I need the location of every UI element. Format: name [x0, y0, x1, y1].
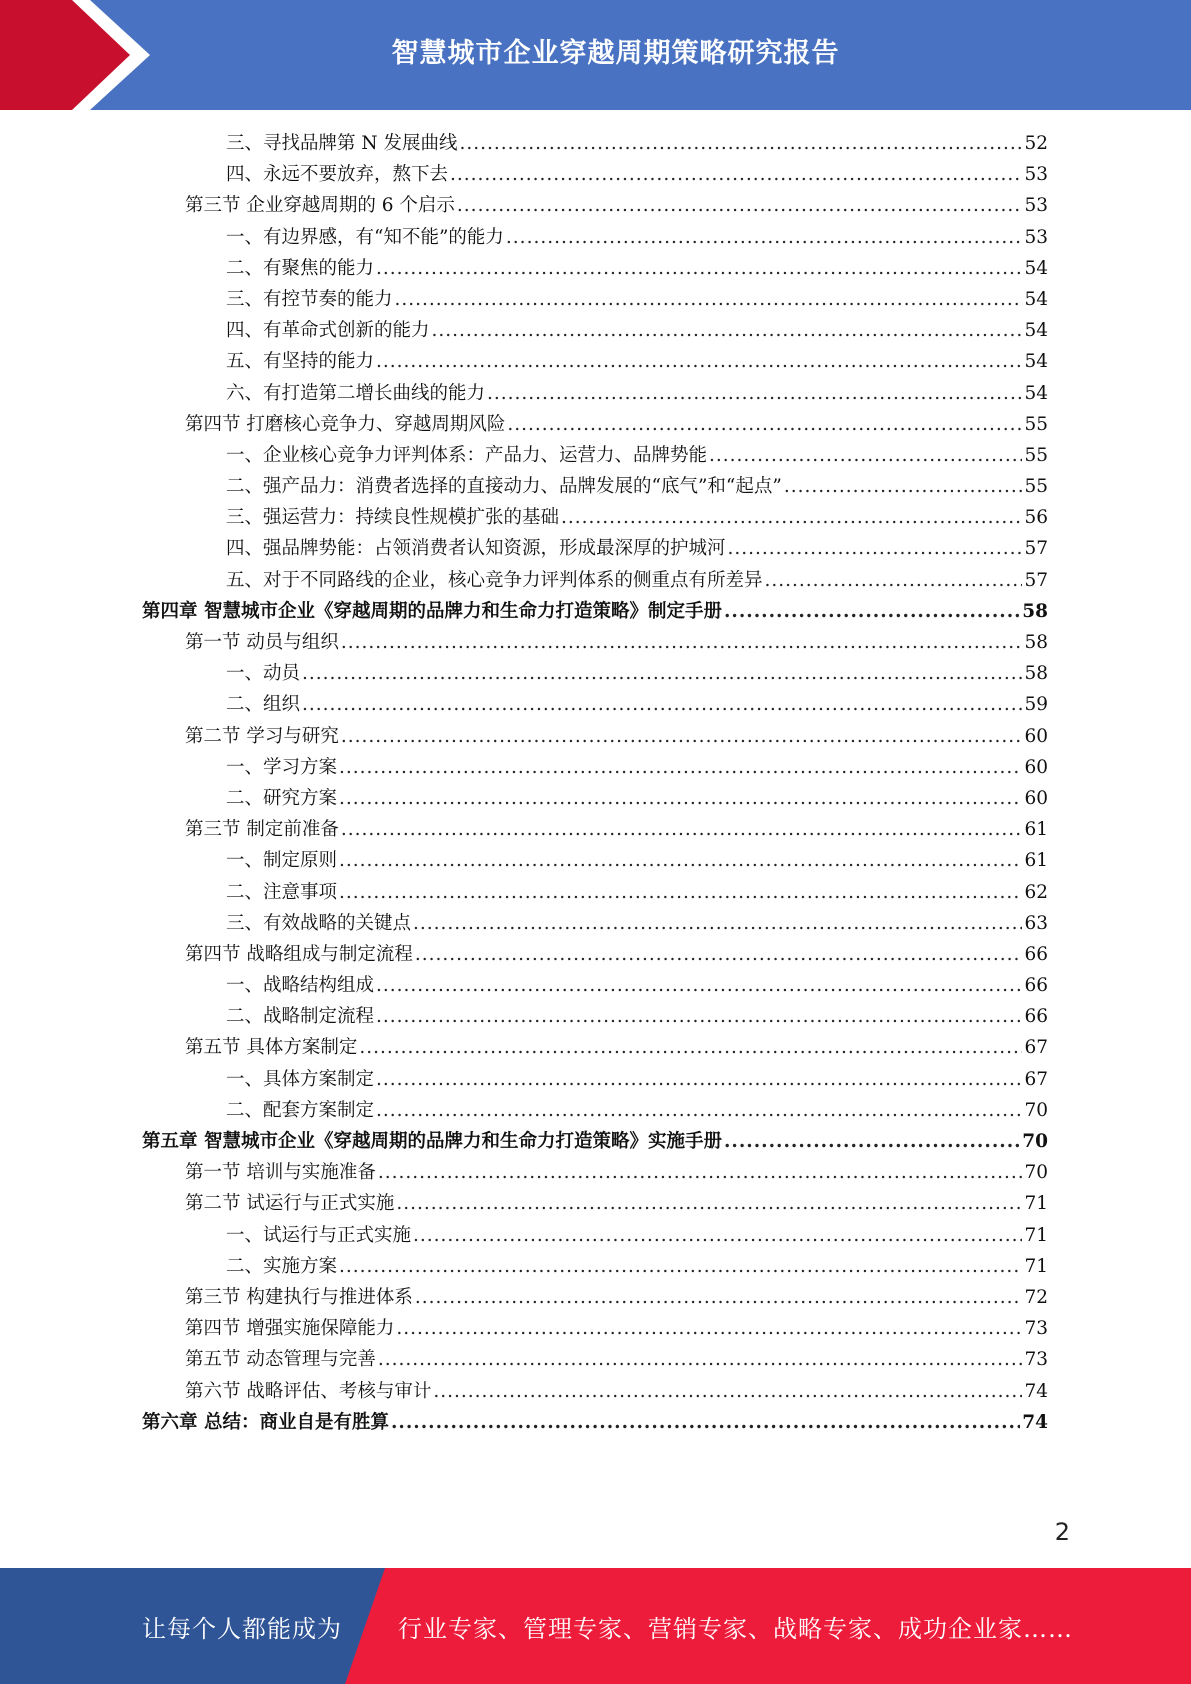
toc-subsection-entry[interactable] [142, 1221, 1048, 1252]
toc-page-number: 60 [1024, 725, 1048, 747]
toc-dot-leader [376, 1100, 1022, 1121]
toc-page-number: 61 [1024, 819, 1048, 841]
toc-subsection-entry[interactable] [142, 129, 1048, 160]
toc-page-number: 54 [1024, 382, 1048, 404]
toc-subsection-entry[interactable] [142, 1065, 1048, 1096]
toc-page-number: 58 [1022, 600, 1048, 622]
toc-entry-title: 二、研究方案 [226, 787, 338, 809]
toc-section-entry[interactable] [142, 722, 1048, 753]
toc-subsection-entry[interactable] [142, 909, 1048, 940]
toc-dot-leader [728, 538, 1023, 559]
toc-entry-title: 第六章 总结：商业自是有胜算 [142, 1411, 389, 1433]
footer-slogan-left: 让每个人都能成为 [142, 1614, 342, 1643]
toc-dot-leader [339, 757, 1022, 778]
toc-page-number: 66 [1024, 943, 1048, 965]
toc-page-number: 52 [1024, 133, 1048, 154]
toc-dot-leader [457, 195, 1023, 216]
toc-entry-title: 第五节 动态管理与完善 [185, 1349, 376, 1371]
toc-chapter-entry[interactable] [142, 597, 1048, 628]
toc-chapter-entry[interactable] [142, 1127, 1048, 1158]
toc-page-number: 66 [1024, 975, 1048, 997]
toc-subsection-entry[interactable] [142, 846, 1048, 877]
toc-page-number: 55 [1024, 413, 1048, 435]
toc-page-number: 71 [1024, 1193, 1048, 1215]
toc-dot-leader [378, 1349, 1023, 1370]
toc-page-number: 53 [1024, 164, 1048, 186]
toc-entry-title: 三、寻找品牌第 N 发展曲线 [226, 133, 458, 154]
toc-dot-leader [339, 1256, 1022, 1277]
page-footer [0, 1568, 1191, 1684]
toc-page-number: 73 [1024, 1318, 1048, 1340]
toc-page-number: 55 [1024, 476, 1048, 498]
toc-subsection-entry[interactable] [142, 690, 1048, 721]
toc-section-entry[interactable] [142, 940, 1048, 971]
toc-dot-leader [302, 694, 1022, 715]
toc-entry-title: 四、有革命式创新的能力 [226, 320, 430, 342]
toc-subsection-entry[interactable] [142, 1096, 1048, 1127]
toc-subsection-entry[interactable] [142, 379, 1048, 410]
toc-dot-leader [724, 1131, 1020, 1152]
toc-entry-title: 二、配套方案制定 [226, 1099, 375, 1121]
toc-section-entry[interactable] [142, 628, 1048, 659]
toc-dot-leader [391, 1412, 1020, 1433]
toc-page-number: 54 [1024, 257, 1048, 279]
toc-subsection-entry[interactable] [142, 472, 1048, 503]
toc-section-entry[interactable] [142, 191, 1048, 222]
toc-entry-title: 第五章 智慧城市企业《穿越周期的品牌力和生命力打造策略》实施手册 [142, 1131, 722, 1152]
report-title: 智慧城市企业穿越周期策略研究报告 [391, 37, 840, 69]
toc-section-entry[interactable] [142, 815, 1048, 846]
toc-page-number: 54 [1024, 320, 1048, 342]
toc-entry-title: 第五节 具体方案制定 [185, 1037, 358, 1059]
toc-dot-leader [376, 975, 1022, 996]
toc-dot-leader [506, 227, 1023, 248]
toc-subsection-entry[interactable] [142, 160, 1048, 191]
toc-dot-leader [341, 819, 1023, 840]
toc-dot-leader [415, 1287, 1023, 1308]
toc-entry-title: 一、战略结构组成 [226, 975, 375, 997]
toc-subsection-entry[interactable] [142, 1002, 1048, 1033]
toc-dot-leader [396, 1193, 1022, 1214]
toc-section-entry[interactable] [142, 1314, 1048, 1345]
toc-section-entry[interactable] [142, 1189, 1048, 1220]
toc-dot-leader [376, 1069, 1022, 1090]
toc-entry-title: 二、注意事项 [226, 881, 338, 903]
toc-entry-title: 五、对于不同路线的企业，核心竞争力评判体系的侧重点有所差异 [226, 569, 763, 591]
toc-entry-title: 二、组织 [226, 694, 301, 716]
toc-dot-leader [395, 289, 1023, 310]
toc-page-number: 62 [1024, 881, 1048, 903]
toc-subsection-entry[interactable] [142, 441, 1048, 472]
toc-entry-title: 三、有控节奏的能力 [226, 288, 393, 310]
toc-entry-title: 二、实施方案 [226, 1255, 338, 1277]
toc-subsection-entry[interactable] [142, 971, 1048, 1002]
toc-entry-title: 一、试运行与正式实施 [226, 1224, 412, 1246]
toc-section-entry[interactable] [142, 1033, 1048, 1064]
toc-page-number: 55 [1024, 444, 1048, 466]
toc-entry-title: 第三节 企业穿越周期的 6 个启示 [185, 195, 455, 217]
toc-dot-leader [376, 1006, 1022, 1027]
toc-entry-title: 四、强品牌势能：占领消费者认知资源，形成最深厚的护城河 [226, 538, 726, 560]
table-of-contents [142, 129, 1048, 1439]
toc-page-number: 57 [1024, 538, 1048, 560]
toc-page-number: 72 [1024, 1286, 1048, 1308]
toc-dot-leader [561, 507, 1022, 528]
toc-page-number: 70 [1024, 1099, 1048, 1121]
toc-subsection-entry[interactable] [142, 784, 1048, 815]
toc-page-number: 57 [1024, 569, 1048, 591]
toc-dot-leader [459, 133, 1022, 154]
toc-page-number: 67 [1024, 1068, 1048, 1090]
toc-subsection-entry[interactable] [142, 534, 1048, 565]
page-number: 2 [1054, 1518, 1070, 1546]
toc-dot-leader [413, 1225, 1022, 1246]
toc-page-number: 56 [1024, 507, 1048, 529]
toc-page-number: 71 [1024, 1255, 1048, 1277]
toc-dot-leader [415, 944, 1023, 965]
toc-dot-leader [339, 882, 1022, 903]
toc-dot-leader [339, 788, 1022, 809]
toc-dot-leader [396, 1318, 1022, 1339]
toc-subsection-entry[interactable] [142, 753, 1048, 784]
toc-entry-title: 第一节 动员与组织 [185, 632, 339, 653]
toc-entry-title: 五、有坚持的能力 [226, 351, 375, 373]
footer-slogan-right: 行业专家、管理专家、营销专家、战略专家、成功企业家…… [398, 1614, 1073, 1643]
toc-dot-leader [376, 258, 1022, 279]
toc-page-number: 74 [1024, 1380, 1048, 1402]
toc-page-number: 67 [1024, 1037, 1048, 1059]
toc-page-number: 70 [1022, 1131, 1048, 1152]
toc-dot-leader [765, 570, 1023, 591]
toc-entry-title: 第二节 学习与研究 [185, 725, 339, 747]
toc-page-number: 74 [1022, 1411, 1048, 1433]
toc-subsection-entry[interactable] [142, 254, 1048, 285]
toc-entry-title: 第四节 增强实施保障能力 [185, 1318, 395, 1340]
toc-page-number: 60 [1024, 787, 1048, 809]
toc-dot-leader [341, 726, 1023, 747]
toc-dot-leader [507, 414, 1022, 435]
toc-dot-leader [432, 320, 1023, 341]
toc-section-entry[interactable] [142, 410, 1048, 441]
toc-entry-title: 一、动员 [226, 663, 301, 685]
toc-subsection-entry[interactable] [142, 1252, 1048, 1283]
toc-page-number: 53 [1024, 226, 1048, 248]
toc-section-entry[interactable] [142, 1283, 1048, 1314]
toc-page-number: 71 [1024, 1224, 1048, 1246]
toc-entry-title: 六、有打造第二增长曲线的能力 [226, 382, 486, 404]
toc-section-entry[interactable] [142, 1158, 1048, 1189]
toc-entry-title: 二、有聚焦的能力 [226, 257, 375, 279]
toc-dot-leader [376, 351, 1022, 372]
toc-page-number: 70 [1024, 1162, 1048, 1184]
toc-dot-leader [413, 913, 1022, 934]
toc-entry-title: 一、学习方案 [226, 756, 338, 778]
toc-entry-title: 第一节 培训与实施准备 [185, 1162, 376, 1184]
toc-dot-leader [339, 850, 1022, 871]
toc-section-entry[interactable] [142, 1377, 1048, 1408]
toc-entry-title: 第三节 制定前准备 [185, 819, 339, 841]
toc-entry-title: 三、有效战略的关键点 [226, 912, 412, 934]
toc-entry-title: 三、强运营力：持续良性规模扩张的基础 [226, 507, 560, 529]
toc-page-number: 59 [1024, 694, 1048, 716]
toc-page-number: 63 [1024, 912, 1048, 934]
toc-dot-leader [724, 601, 1020, 622]
toc-dot-leader [487, 383, 1022, 404]
toc-subsection-entry[interactable] [142, 659, 1048, 690]
toc-entry-title: 四、永远不要放弃，熬下去 [226, 164, 449, 186]
toc-dot-leader [341, 632, 1023, 653]
toc-subsection-entry[interactable] [142, 878, 1048, 909]
toc-entry-title: 一、企业核心竞争力评判体系：产品力、运营力、品牌势能 [226, 444, 708, 466]
toc-subsection-entry[interactable] [142, 223, 1048, 254]
toc-dot-leader [359, 1037, 1022, 1058]
toc-entry-title: 第二节 试运行与正式实施 [185, 1193, 395, 1215]
toc-entry-title: 第四章 智慧城市企业《穿越周期的品牌力和生命力打造策略》制定手册 [142, 600, 722, 622]
toc-page-number: 58 [1024, 663, 1048, 685]
toc-entry-title: 二、强产品力：消费者选择的直接动力、品牌发展的“底气”和“起点” [226, 476, 782, 498]
toc-dot-leader [709, 445, 1022, 466]
toc-chapter-entry[interactable] [142, 1408, 1048, 1439]
toc-page-number: 54 [1024, 351, 1048, 373]
toc-entry-title: 第四节 战略组成与制定流程 [185, 943, 413, 965]
toc-entry-title: 第四节 打磨核心竞争力、穿越周期风险 [185, 413, 506, 435]
toc-dot-leader [450, 164, 1022, 185]
toc-subsection-entry[interactable] [142, 347, 1048, 378]
toc-entry-title: 第六节 战略评估、考核与审计 [185, 1380, 432, 1402]
toc-subsection-entry[interactable] [142, 316, 1048, 347]
toc-entry-title: 二、战略制定流程 [226, 1006, 375, 1028]
toc-subsection-entry[interactable] [142, 285, 1048, 316]
toc-page-number: 60 [1024, 756, 1048, 778]
page-header [0, 0, 1191, 110]
toc-dot-leader [378, 1162, 1023, 1183]
toc-page-number: 53 [1024, 195, 1048, 217]
toc-dot-leader [302, 663, 1022, 684]
toc-page-number: 54 [1024, 288, 1048, 310]
toc-subsection-entry[interactable] [142, 503, 1048, 534]
toc-dot-leader [784, 476, 1023, 497]
toc-entry-title: 一、制定原则 [226, 850, 338, 872]
toc-subsection-entry[interactable] [142, 566, 1048, 597]
toc-page-number: 61 [1024, 850, 1048, 872]
toc-page-number: 58 [1024, 632, 1048, 653]
toc-entry-title: 一、具体方案制定 [226, 1068, 375, 1090]
toc-entry-title: 一、有边界感，有“知不能”的能力 [226, 226, 504, 248]
toc-entry-title: 第三节 构建执行与推进体系 [185, 1286, 413, 1308]
toc-section-entry[interactable] [142, 1345, 1048, 1376]
toc-page-number: 66 [1024, 1006, 1048, 1028]
toc-page-number: 73 [1024, 1349, 1048, 1371]
toc-dot-leader [433, 1381, 1022, 1402]
